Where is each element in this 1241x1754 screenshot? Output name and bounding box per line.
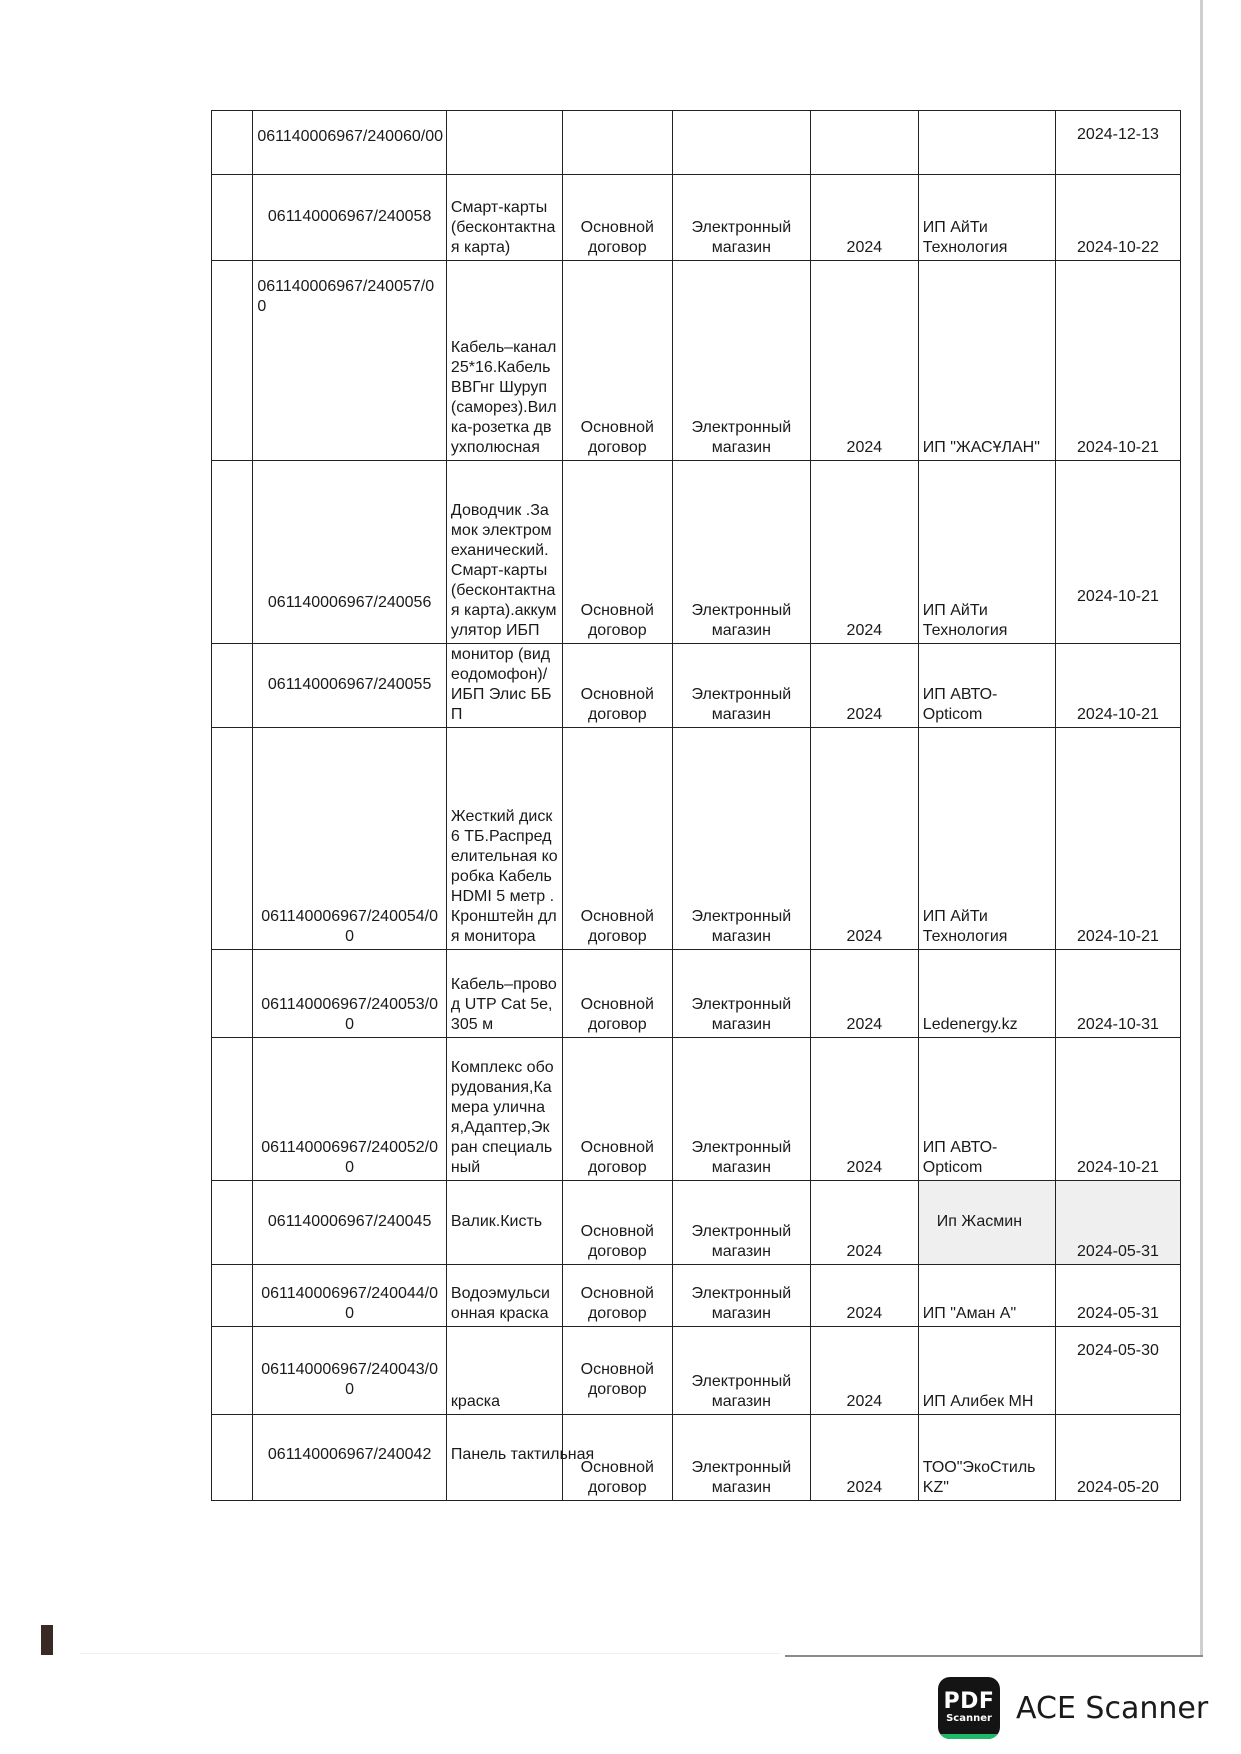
date-cell xyxy=(1055,175,1180,261)
purchase-method: Электронный магазин xyxy=(691,996,792,1033)
contract-id: 061140006967/240056 xyxy=(267,594,432,611)
purchase-method-cell xyxy=(672,111,810,175)
contract-type-cell xyxy=(562,728,672,950)
year: 2024 xyxy=(846,928,883,945)
contract-type-cell xyxy=(562,950,672,1038)
contract-id: 061140006967/240042 xyxy=(267,1446,432,1463)
contract-type-cell xyxy=(562,1181,672,1265)
supplier: Ledenergy.kz xyxy=(922,1016,1018,1033)
contract-id: 061140006967/240053/00 xyxy=(261,996,439,1033)
contract-type: Основной договор xyxy=(580,1361,654,1398)
row-number-cell xyxy=(212,111,253,175)
item-name-cell xyxy=(446,1181,562,1265)
pdf-scanner-logo-icon xyxy=(938,1677,1000,1739)
supplier-cell xyxy=(918,261,1055,461)
contract-id-cell xyxy=(253,644,447,728)
year-cell xyxy=(810,1327,918,1415)
supplier: ИП АВТО-Opticom xyxy=(922,686,998,723)
row-number-cell xyxy=(212,644,253,728)
table-row xyxy=(212,1038,1181,1181)
page-bottom-edge xyxy=(785,1655,1203,1657)
supplier-cell xyxy=(918,950,1055,1038)
supplier-cell xyxy=(918,461,1055,644)
contract-type: Основной договор xyxy=(580,419,654,456)
year: 2024 xyxy=(846,622,883,639)
year-cell xyxy=(810,261,918,461)
contract-id: 061140006967/240054/00 xyxy=(261,908,439,945)
supplier-cell xyxy=(918,1265,1055,1327)
contract-date: 2024-10-21 xyxy=(1077,928,1159,945)
row-number-cell xyxy=(212,728,253,950)
date-cell xyxy=(1055,728,1180,950)
year: 2024 xyxy=(846,1305,883,1322)
item-name-cell xyxy=(446,950,562,1038)
purchase-method: Электронный магазин xyxy=(691,1285,792,1322)
contract-id-cell xyxy=(253,1327,447,1415)
supplier-cell xyxy=(918,175,1055,261)
row-number-cell xyxy=(212,950,253,1038)
contract-date: 2024-10-21 xyxy=(1077,706,1159,723)
year-cell xyxy=(810,175,918,261)
contract-date: 2024-10-21 xyxy=(1077,1159,1159,1176)
year: 2024 xyxy=(846,706,883,723)
item-name: Панель тактильная xyxy=(450,1446,595,1463)
date-cell xyxy=(1055,644,1180,728)
contract-date: 2024-05-31 xyxy=(1077,1243,1159,1260)
purchase-method: Электронный магазин xyxy=(691,1459,792,1496)
table-row xyxy=(212,728,1181,950)
table-row xyxy=(212,111,1181,175)
table-row xyxy=(212,461,1181,644)
contract-type: Основной договор xyxy=(580,1285,654,1322)
contract-id-cell xyxy=(253,1415,447,1501)
contract-type-cell xyxy=(562,261,672,461)
purchase-method: Электронный магазин xyxy=(691,219,792,256)
year-cell xyxy=(810,1265,918,1327)
table-row xyxy=(212,644,1181,728)
supplier: Ип Жасмин xyxy=(936,1212,1023,1230)
supplier-cell xyxy=(918,644,1055,728)
year: 2024 xyxy=(846,439,883,456)
date-cell xyxy=(1055,1038,1180,1181)
table-row xyxy=(212,1265,1181,1327)
item-name-cell xyxy=(446,1415,595,1501)
row-number-cell xyxy=(212,1415,253,1501)
contract-id: 061140006967/240043/00 xyxy=(261,1361,439,1398)
scanner-watermark xyxy=(938,1676,1208,1740)
watermark-app-name: ACE Scanner xyxy=(1016,1690,1209,1726)
contract-type: Основной договор xyxy=(580,602,654,639)
contract-date: 2024-05-31 xyxy=(1077,1305,1159,1322)
row-number-cell xyxy=(212,1327,253,1415)
contract-type: Основной договор xyxy=(580,1139,654,1176)
contract-id: 061140006967/240060/00 xyxy=(257,128,443,145)
item-name-cell xyxy=(446,111,562,175)
year: 2024 xyxy=(846,1393,883,1410)
item-name-cell xyxy=(446,1265,562,1327)
supplier: ИП АВТО-Opticom xyxy=(922,1139,998,1176)
table-row xyxy=(212,175,1181,261)
supplier: ИП АйТи Технология xyxy=(922,908,1008,945)
contract-type-cell xyxy=(562,111,672,175)
supplier: ИП "Аман А" xyxy=(922,1305,1017,1322)
contract-type: Основной договор xyxy=(580,686,654,723)
year-cell xyxy=(810,950,918,1038)
contract-date: 2024-05-30 xyxy=(1077,1342,1159,1359)
item-name: Водоэмульсионная краска xyxy=(450,1285,550,1322)
supplier: ИП "ЖАСҰЛАН" xyxy=(922,439,1040,456)
item-name: Жесткий диск 6 ТБ.Распределительная коробка Кабель HDMI 5 метр .Кронштейн для монитора xyxy=(450,808,558,945)
contract-id-cell xyxy=(253,950,447,1038)
row-number-cell xyxy=(212,1265,253,1327)
contract-type-cell xyxy=(562,461,672,644)
purchase-method-cell xyxy=(672,644,810,728)
contract-id-cell xyxy=(253,261,447,461)
item-name: Доводчик .Замок электромеханический.Смарт-карты (бесконтактная карта).аккумулятор ИБП xyxy=(450,502,557,639)
contract-type: Основной договор xyxy=(580,219,654,256)
table-row xyxy=(212,261,1181,461)
page-edge-shadow xyxy=(1200,0,1203,1655)
contract-type: Основной договор xyxy=(580,1223,654,1260)
purchase-method: Электронный магазин xyxy=(691,1373,792,1410)
purchase-method: Электронный магазин xyxy=(691,686,792,723)
row-number-cell xyxy=(212,261,253,461)
contracts-table xyxy=(211,110,1181,1501)
purchase-method-cell xyxy=(672,261,810,461)
purchase-method-cell xyxy=(672,1327,810,1415)
table-row xyxy=(212,1327,1181,1415)
supplier-cell xyxy=(918,1327,1055,1415)
purchase-method-cell xyxy=(672,1415,810,1501)
scan-artifact xyxy=(41,1625,53,1655)
year: 2024 xyxy=(846,1479,883,1496)
purchase-method: Электронный магазин xyxy=(691,419,792,456)
supplier: ИП Алибек МН xyxy=(922,1393,1034,1410)
item-name-cell xyxy=(446,728,562,950)
date-cell xyxy=(1055,1181,1180,1265)
contract-id-cell xyxy=(253,728,447,950)
date-cell xyxy=(1055,1327,1180,1415)
contract-date: 2024-10-21 xyxy=(1077,439,1159,456)
purchase-method-cell xyxy=(672,1038,810,1181)
item-name: Смарт-карты (бесконтактная карта) xyxy=(450,199,556,256)
contract-id-cell xyxy=(253,111,447,175)
contract-id-cell xyxy=(253,1181,447,1265)
contract-date: 2024-12-13 xyxy=(1077,126,1159,143)
year-cell xyxy=(810,1415,918,1501)
purchase-method-cell xyxy=(672,175,810,261)
row-number-cell xyxy=(212,175,253,261)
item-name: Кабель–провод UTP Cat 5e, 305 м xyxy=(450,976,557,1033)
date-cell xyxy=(1055,111,1180,175)
contract-type-cell xyxy=(562,175,672,261)
supplier-cell xyxy=(918,111,1055,175)
year: 2024 xyxy=(846,1016,883,1033)
table-row xyxy=(212,950,1181,1038)
date-cell xyxy=(1055,1415,1180,1501)
purchase-method-cell xyxy=(672,950,810,1038)
supplier-cell xyxy=(918,1038,1055,1181)
year: 2024 xyxy=(846,1243,883,1260)
contract-type-cell xyxy=(562,1265,672,1327)
contract-type: Основной договор xyxy=(580,1459,654,1496)
item-name: Валик.Кисть xyxy=(450,1212,543,1230)
contract-id: 061140006967/240057/00 xyxy=(257,278,435,315)
row-number-cell xyxy=(212,1038,253,1181)
logo-text-scanner: Scanner xyxy=(946,1713,992,1724)
item-name-cell xyxy=(446,1327,562,1415)
item-name-cell xyxy=(446,461,562,644)
purchase-method: Электронный магазин xyxy=(691,908,792,945)
year-cell xyxy=(810,644,918,728)
date-cell xyxy=(1055,261,1180,461)
year-cell xyxy=(810,461,918,644)
year: 2024 xyxy=(846,239,883,256)
date-cell xyxy=(1055,1265,1180,1327)
contract-id: 061140006967/240058 xyxy=(267,207,432,225)
page-bottom-shadow xyxy=(80,1653,780,1654)
contract-id: 061140006967/240044/00 xyxy=(261,1285,439,1322)
purchase-method-cell xyxy=(672,1181,810,1265)
contract-type-cell xyxy=(562,1327,672,1415)
contract-id: 061140006967/240055 xyxy=(267,675,432,693)
item-name-cell xyxy=(446,1038,562,1181)
contract-id-cell xyxy=(253,175,447,261)
supplier-cell xyxy=(918,1181,1055,1265)
item-name-cell xyxy=(446,175,562,261)
year: 2024 xyxy=(846,1159,883,1176)
item-name-cell xyxy=(446,644,562,728)
item-name-cell xyxy=(446,261,562,461)
purchase-method: Электронный магазин xyxy=(691,1139,792,1176)
contract-type-cell xyxy=(562,644,672,728)
contract-id: 061140006967/240045 xyxy=(267,1212,432,1230)
year-cell xyxy=(810,111,918,175)
item-name: Кабель–канал 25*16.Кабель ВВГнг Шуруп (саморез).Вилка-розетка двухполюсная xyxy=(450,339,557,456)
contract-id: 061140006967/240052/00 xyxy=(261,1139,439,1176)
row-number-cell xyxy=(212,1181,253,1265)
contract-type: Основной договор xyxy=(580,908,654,945)
year-cell xyxy=(810,1038,918,1181)
purchase-method: Электронный магазин xyxy=(691,602,792,639)
purchase-method: Электронный магазин xyxy=(691,1223,792,1260)
table-row xyxy=(212,1181,1181,1265)
year-cell xyxy=(810,1181,918,1265)
supplier: ИП АйТи Технология xyxy=(922,219,1008,256)
contract-id-cell xyxy=(253,461,447,644)
supplier: ИП АйТи Технология xyxy=(922,602,1008,639)
contract-date: 2024-10-22 xyxy=(1077,239,1159,256)
contract-id-cell xyxy=(253,1265,447,1327)
purchase-method-cell xyxy=(672,728,810,950)
item-name: краска xyxy=(450,1393,500,1410)
date-cell xyxy=(1055,461,1180,644)
logo-text-pdf: PDF xyxy=(943,1689,995,1714)
logo-stripe xyxy=(938,1734,1000,1739)
contract-date: 2024-10-31 xyxy=(1077,1016,1159,1033)
item-name: монитор (видеодомофон)/ИБП Элис ББП xyxy=(450,646,552,723)
row-number-cell xyxy=(212,461,253,644)
contract-id-cell xyxy=(253,1038,447,1181)
supplier-cell xyxy=(918,1415,1055,1501)
year-cell xyxy=(810,728,918,950)
date-cell xyxy=(1055,950,1180,1038)
purchase-method-cell xyxy=(672,461,810,644)
contract-type-cell xyxy=(562,1038,672,1181)
item-name: Комплекс оборудования,Камера уличная,Адаптер,Экран специальный xyxy=(450,1059,554,1176)
contract-date: 2024-10-21 xyxy=(1077,588,1159,605)
purchase-method-cell xyxy=(672,1265,810,1327)
contract-type: Основной договор xyxy=(580,996,654,1033)
supplier: ТОО"ЭкоСтиль KZ" xyxy=(922,1459,1036,1496)
table-row xyxy=(212,1415,1181,1501)
contract-date: 2024-05-20 xyxy=(1077,1479,1159,1496)
supplier-cell xyxy=(918,728,1055,950)
